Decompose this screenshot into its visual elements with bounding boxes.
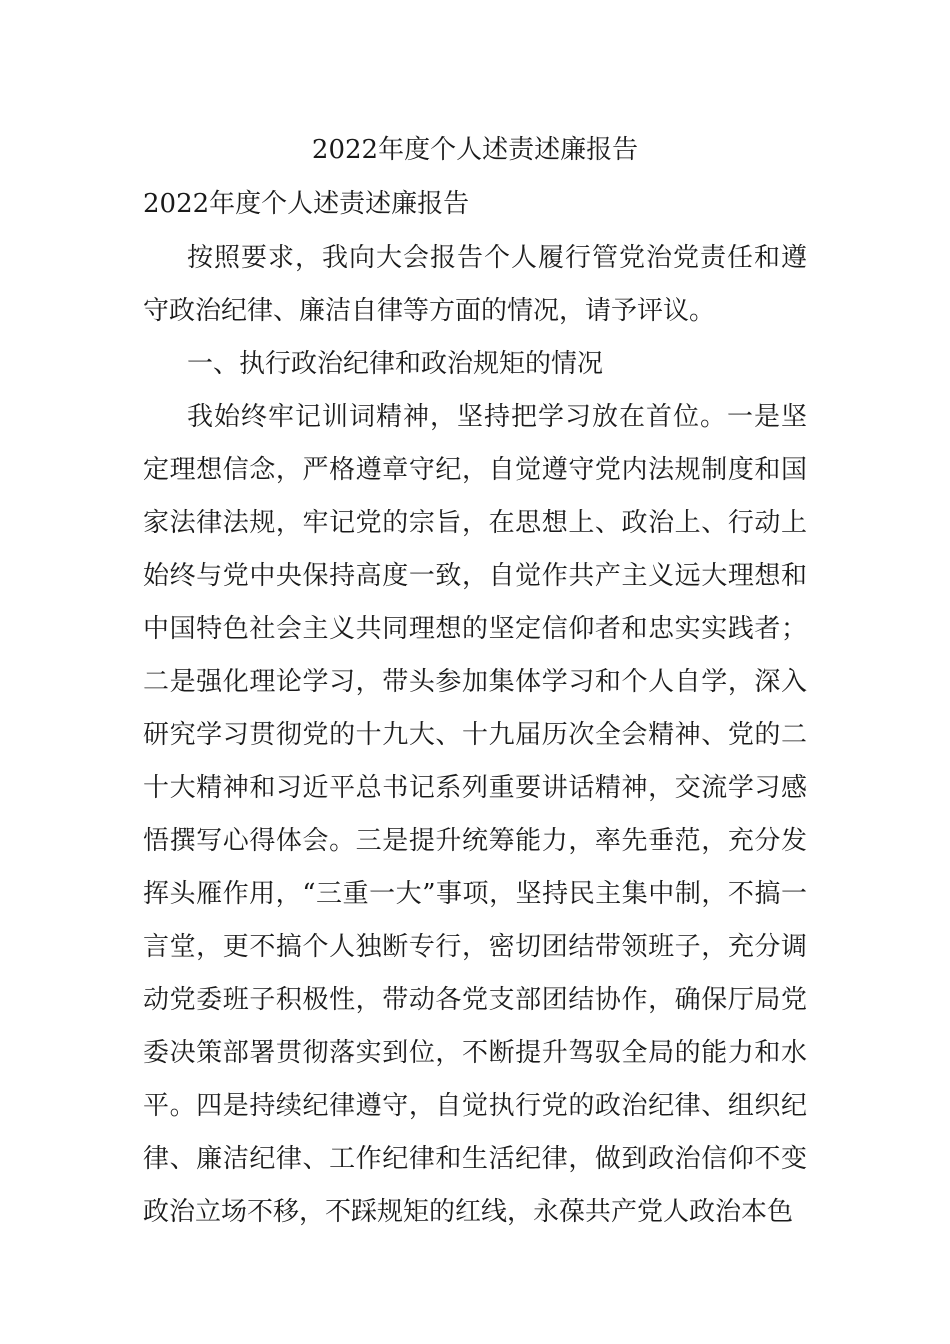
document-body xyxy=(143,180,807,1239)
intro-paragraph: 按照要求，我向大会报告个人履行管党治党责任和遵守政治纪律、廉洁自律等方面的情况，请予评议。 xyxy=(143,243,807,326)
section-paragraph: 我始终牢记训词精神，坚持把学习放在首位。一是坚定理想信念，严格遵章守纪，自觉遵守党内法规制度和国家法律法规，牢记党的宗旨，在思想上、政治上、行动上始终与党中央保持高度一致，自觉作共产主义远大理想和中国特色社会主义共同理想的坚定信仰者和忠实实践者；二是强化理论学习，带头参加集体学习和个人自学，深入研究学习贯彻党的十九大、十九届历次全会精神、党的二十大精神和习近平总书记系列重要讲话精神，交流学习感悟撰写心得体会。三是提升统筹能力，率先垂范，充分发挥头雁作用，“三重一大”事项，坚持民主集中制，不搞一言堂，更不搞个人独断专行，密切团结带领班子，充分调动党委班子积极性，带动各党支部团结协作，确保厅局党委决策部署贯彻落实到位，不断提升驾驭全局的能力和水平。四是持续纪律遵守，自觉执行党的政治纪律、组织纪律、廉洁纪律、工作纪律和生活纪律，做到政治信仰不变政治立场不移，不踩规矩的红线，永葆共产党人政治本色 xyxy=(143,402,807,1227)
document-title: 2022年度个人述责述廉报告 xyxy=(311,135,639,165)
section-heading: 一、执行政治纪律和政治规矩的情况 xyxy=(187,349,604,379)
document-subtitle: 2022年度个人述责述廉报告 xyxy=(143,189,470,219)
